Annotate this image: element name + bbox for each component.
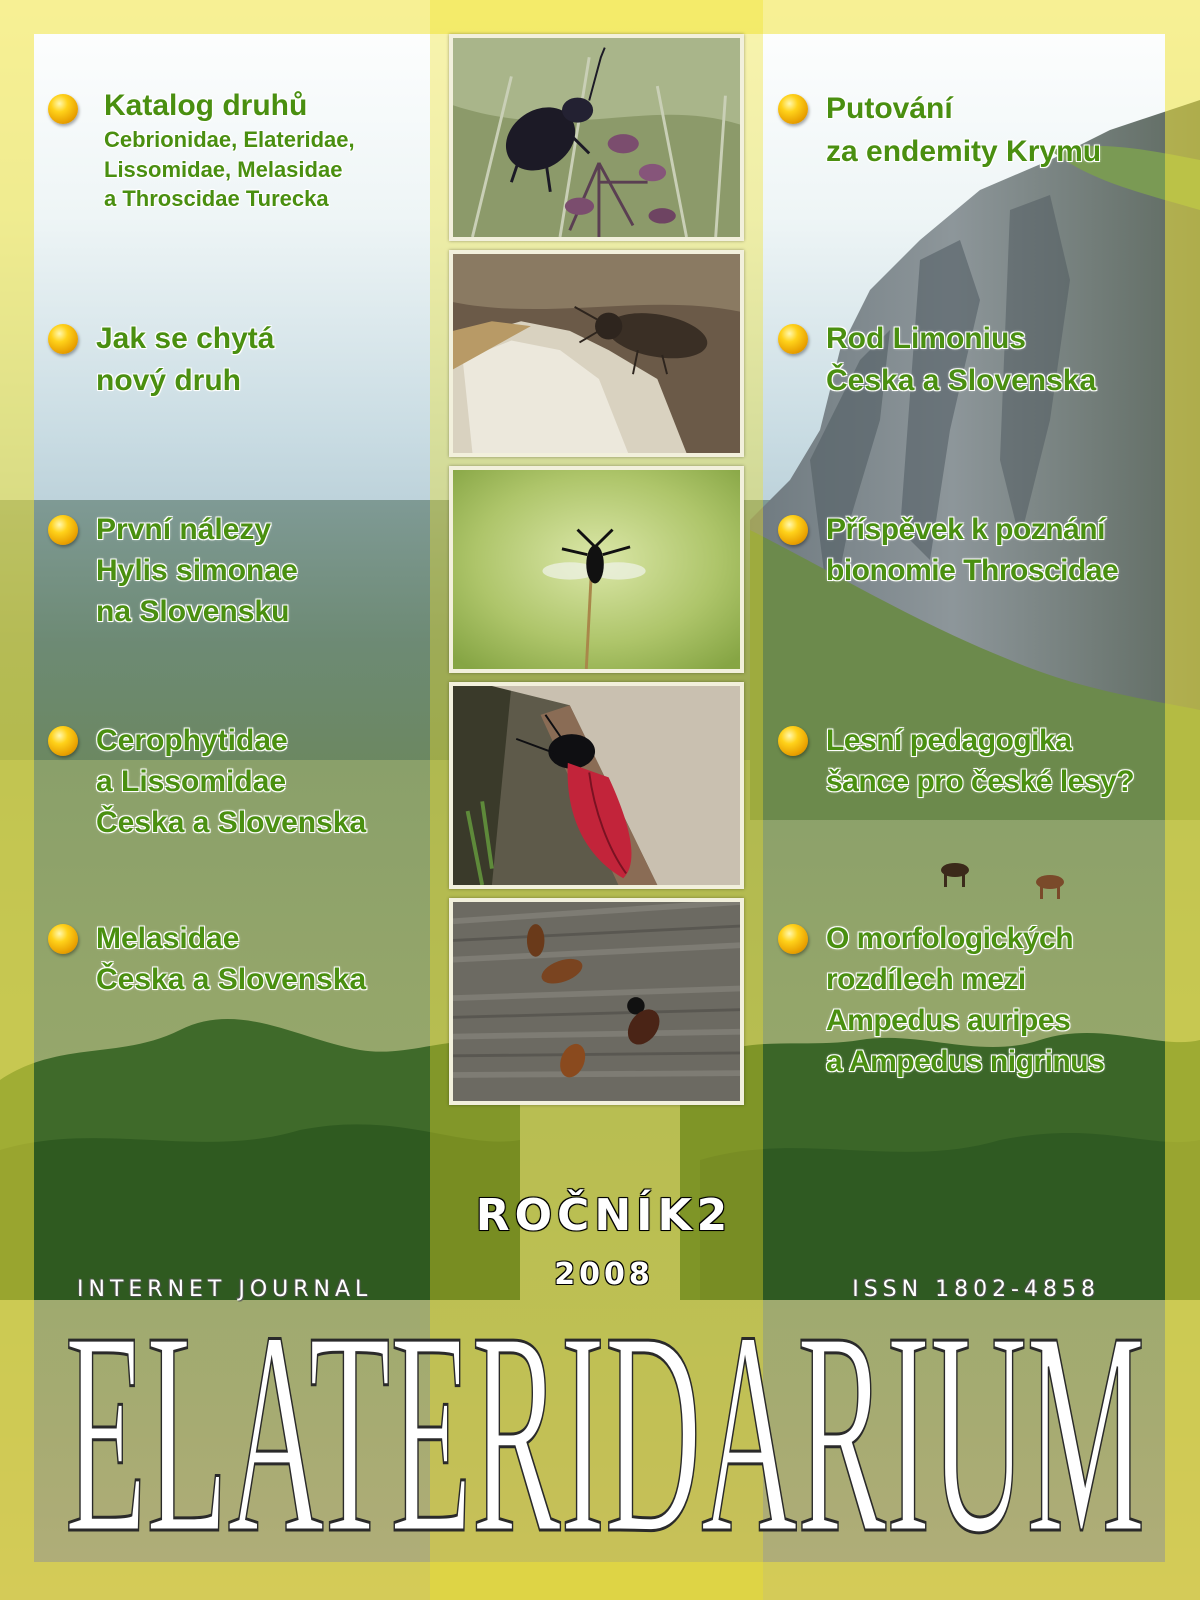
issn-label: ISSN 1802-4858 [852,1277,1100,1302]
article-title-line: Rod Limonius [826,322,1026,355]
photo-flying-beetle-on-stem [449,466,744,673]
volume-label: ROČNÍK2 [475,1190,733,1241]
bullet-icon [48,94,78,124]
article-lesni-pedagogika[interactable] [778,720,1134,802]
article-prvni-nalezy[interactable] [48,509,298,632]
masthead-text: ELATERIDARIUM [65,1285,1145,1555]
article-rod-limonius[interactable] [778,318,1096,402]
bullet-icon [778,726,808,756]
article-putovani[interactable] [778,88,1101,173]
article-title-line: šance pro české lesy? [826,765,1135,799]
article-title-line: Lesní pedagogika [826,724,1072,757]
article-title-line: První nálezy [96,513,272,546]
photo-brown-beetle-on-fungus [449,250,744,457]
article-title-line: bionomie Throscidae [826,554,1119,588]
bullet-icon [778,924,808,954]
photo-red-beetle-on-bark [449,682,744,889]
article-title-line: Jak se chytá [96,322,275,355]
article-title-line: nový druh [96,364,242,397]
article-subtitle-line: Cebrionidae, Elateridae, [104,126,355,152]
article-title-line: za endemity Krymu [826,134,1102,168]
year-label: 2008 [554,1257,654,1292]
masthead-title [60,1285,1150,1555]
article-o-morfologickych[interactable] [778,918,1104,1082]
article-melasidae[interactable] [48,918,366,1000]
article-title-line: Česka a Slovenska [826,364,1097,397]
article-subtitle-line: Lissomidae, Melasidae [104,156,343,182]
bullet-icon [48,726,78,756]
article-title-line: Ampedus auripes [826,1004,1071,1038]
article-subtitle-line: a Throscidae Turecka [104,186,329,212]
article-title-line: Hylis simonae [96,554,298,588]
article-title-line: a Lissomidae [96,765,287,799]
article-title-line: Příspěvek k poznání [826,513,1105,546]
article-jak-se-chyta[interactable] [48,318,274,402]
journal-label: INTERNET JOURNAL [77,1277,373,1302]
frame-left [0,34,34,1600]
bullet-icon [778,515,808,545]
article-title-line: Melasidae [96,922,240,955]
article-title: Katalog druhů [104,89,308,122]
cliffs [750,100,1200,820]
photo-small-beetles-on-wood [449,898,744,1105]
bullet-icon [48,324,78,354]
article-title-line: rozdílech mezi [826,963,1026,997]
bullet-icon [48,924,78,954]
bullet-icon [778,324,808,354]
article-title-line: Česka a Slovenska [96,963,367,997]
article-title-line: O morfologických [826,922,1074,955]
photo-black-beetle-on-flower [449,34,744,241]
frame-right [1165,34,1200,1600]
article-cerophytidae[interactable] [48,720,366,843]
article-title-line: Cerophytidae [96,724,288,757]
horses [930,855,1090,905]
article-prispevek[interactable] [778,509,1118,591]
article-title-line: na Slovensku [96,595,290,629]
article-title-line: Putování [826,92,953,125]
article-title-line: a Ampedus nigrinus [826,1045,1105,1079]
article-katalog-druhu[interactable] [48,88,355,214]
bullet-icon [48,515,78,545]
article-title-line: Česka a Slovenska [96,806,367,840]
bullet-icon [778,94,808,124]
